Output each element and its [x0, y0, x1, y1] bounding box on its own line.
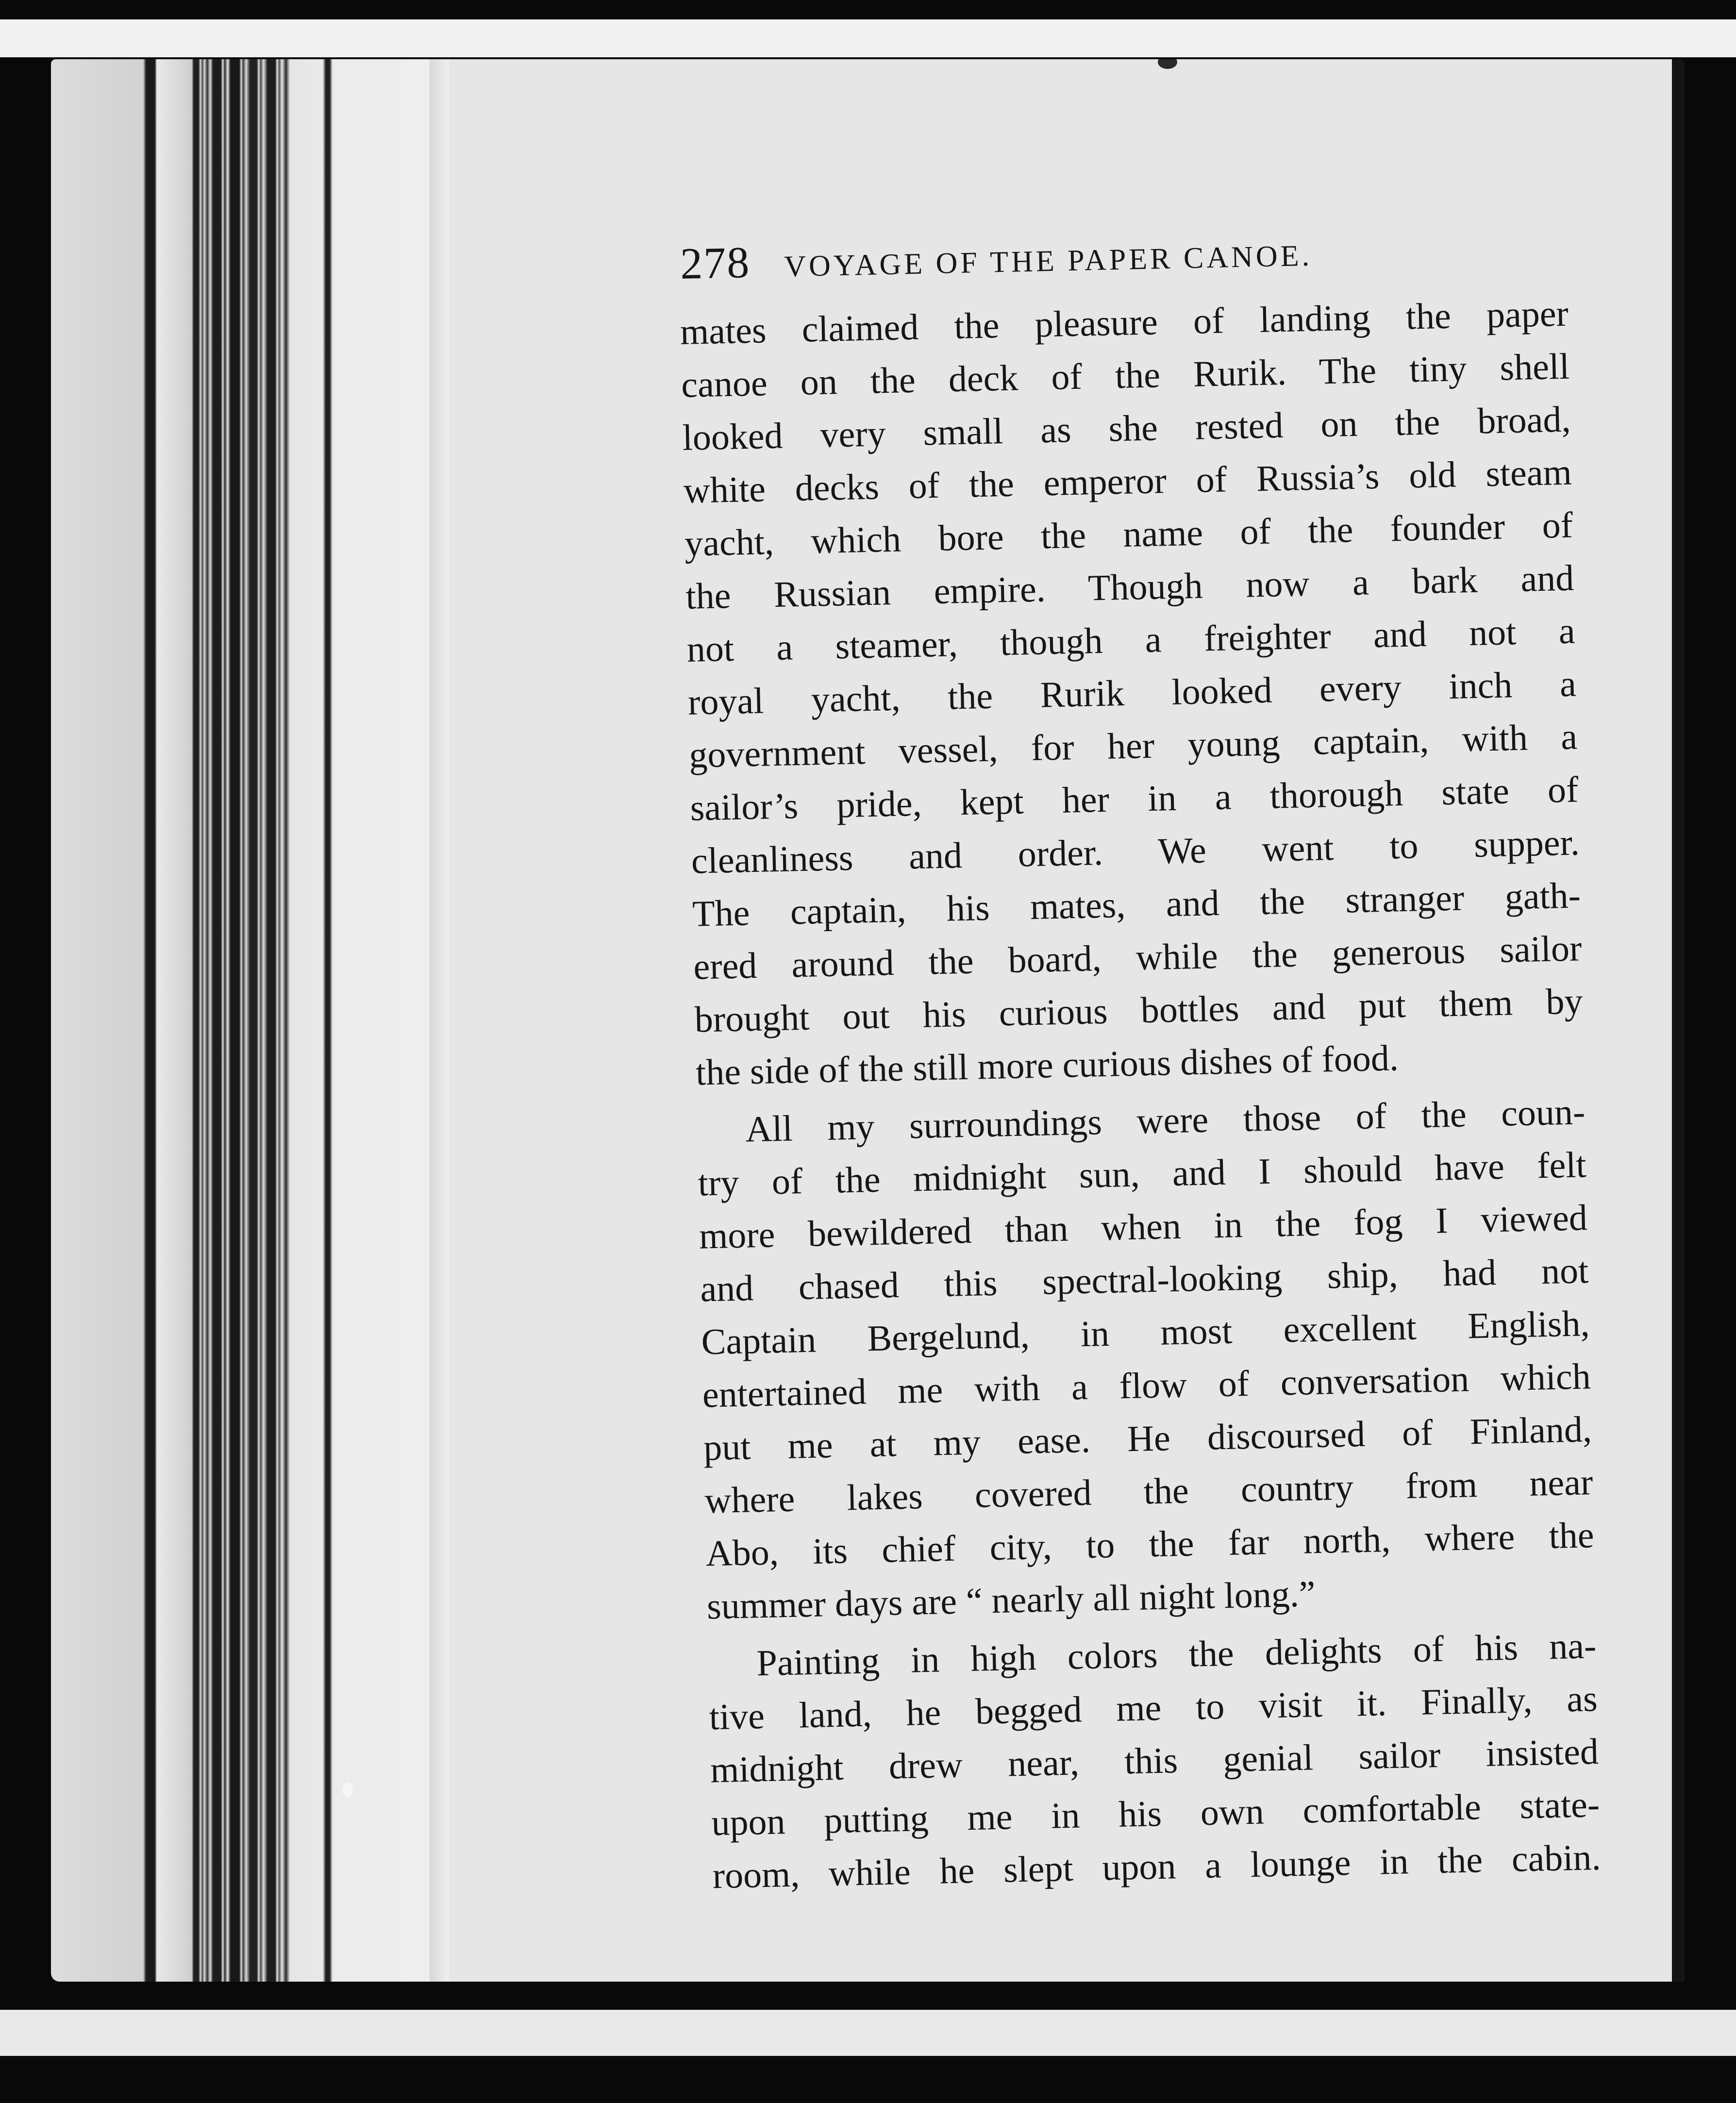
text-line: canoe on the deck of the Rurik. The tiny shell	[681, 346, 1570, 405]
text-line: mates claimed the pleasure of landing the paper	[680, 293, 1569, 352]
film-top-strip	[0, 19, 1736, 57]
dust-speck	[342, 1783, 353, 1797]
page-fold	[430, 59, 449, 1982]
text-line: not a steamer, though a freighter and not a	[686, 610, 1576, 670]
text-line: The captain, his mates, and the stranger gath-	[692, 875, 1581, 935]
page-right-edge	[1672, 59, 1685, 1982]
text-line: All my surroundings were those of the coun-	[745, 1091, 1586, 1150]
text-line: Abo, its chief city, to the far north, where the	[705, 1515, 1595, 1574]
text-line: entertained me with a flow of conversation which	[702, 1356, 1591, 1416]
text-line: summer days are “ nearly all night long.”	[706, 1573, 1316, 1627]
text-line: white decks of the emperor of Russia’s old steam	[683, 451, 1572, 511]
text-line: upon putting me in his own comfortable state-	[711, 1784, 1600, 1844]
paragraph	[696, 1085, 1644, 1633]
text-line: brought out his curious bottles and put them by	[694, 981, 1584, 1040]
page-edges-gutter	[51, 59, 430, 1982]
paragraph	[680, 286, 1633, 1100]
text-line: try of the midnight sun, and I should have felt	[697, 1144, 1587, 1204]
running-head-title: VOYAGE OF THE PAPER CANOE.	[784, 239, 1313, 284]
text-line: yacht, which bore the name of the founder of	[684, 504, 1573, 564]
text-line: Painting in high colors the delights of his na-	[756, 1625, 1597, 1684]
text-line: room, while he slept upon a lounge in the cabin.	[712, 1836, 1602, 1897]
page-number: 278	[680, 237, 751, 288]
dust-speck	[1158, 59, 1177, 69]
text-line: Captain Bergelund, in most excellent English,	[701, 1303, 1590, 1363]
text-line: the Russian empire. Though now a bark and	[685, 557, 1575, 617]
text-line: royal yacht, the Rurik looked every inch a	[687, 663, 1577, 723]
text-line: cleanliness and order. We went to supper.	[691, 822, 1580, 882]
text-line: looked very small as she rested on the broad,	[682, 399, 1571, 458]
film-bottom-strip	[0, 2010, 1736, 2056]
text-line: sailor’s pride, kept her in a thorough state of	[689, 769, 1579, 829]
text-line: tive land, he begged me to visit it. Finally, as	[709, 1678, 1598, 1738]
text-line: where lakes covered the country from near	[704, 1462, 1594, 1521]
text-line: put me at my ease. He discoursed of Finland,	[703, 1409, 1592, 1469]
book-page	[680, 238, 1617, 1903]
paragraph	[707, 1619, 1650, 1903]
text-line: ered around the board, while the generous sailor	[693, 928, 1583, 987]
text-line: government vessel, for her young captain, with a	[688, 716, 1578, 776]
text-line: more bewildered than when in the fog I viewed	[699, 1197, 1588, 1257]
page-body	[680, 286, 1650, 1903]
text-line: the side of the still more curious dishes of food.	[695, 1037, 1399, 1093]
text-line: and chased this spectral-looking ship, had not	[700, 1250, 1589, 1310]
text-line: midnight drew near, this genial sailor insisted	[710, 1731, 1599, 1791]
